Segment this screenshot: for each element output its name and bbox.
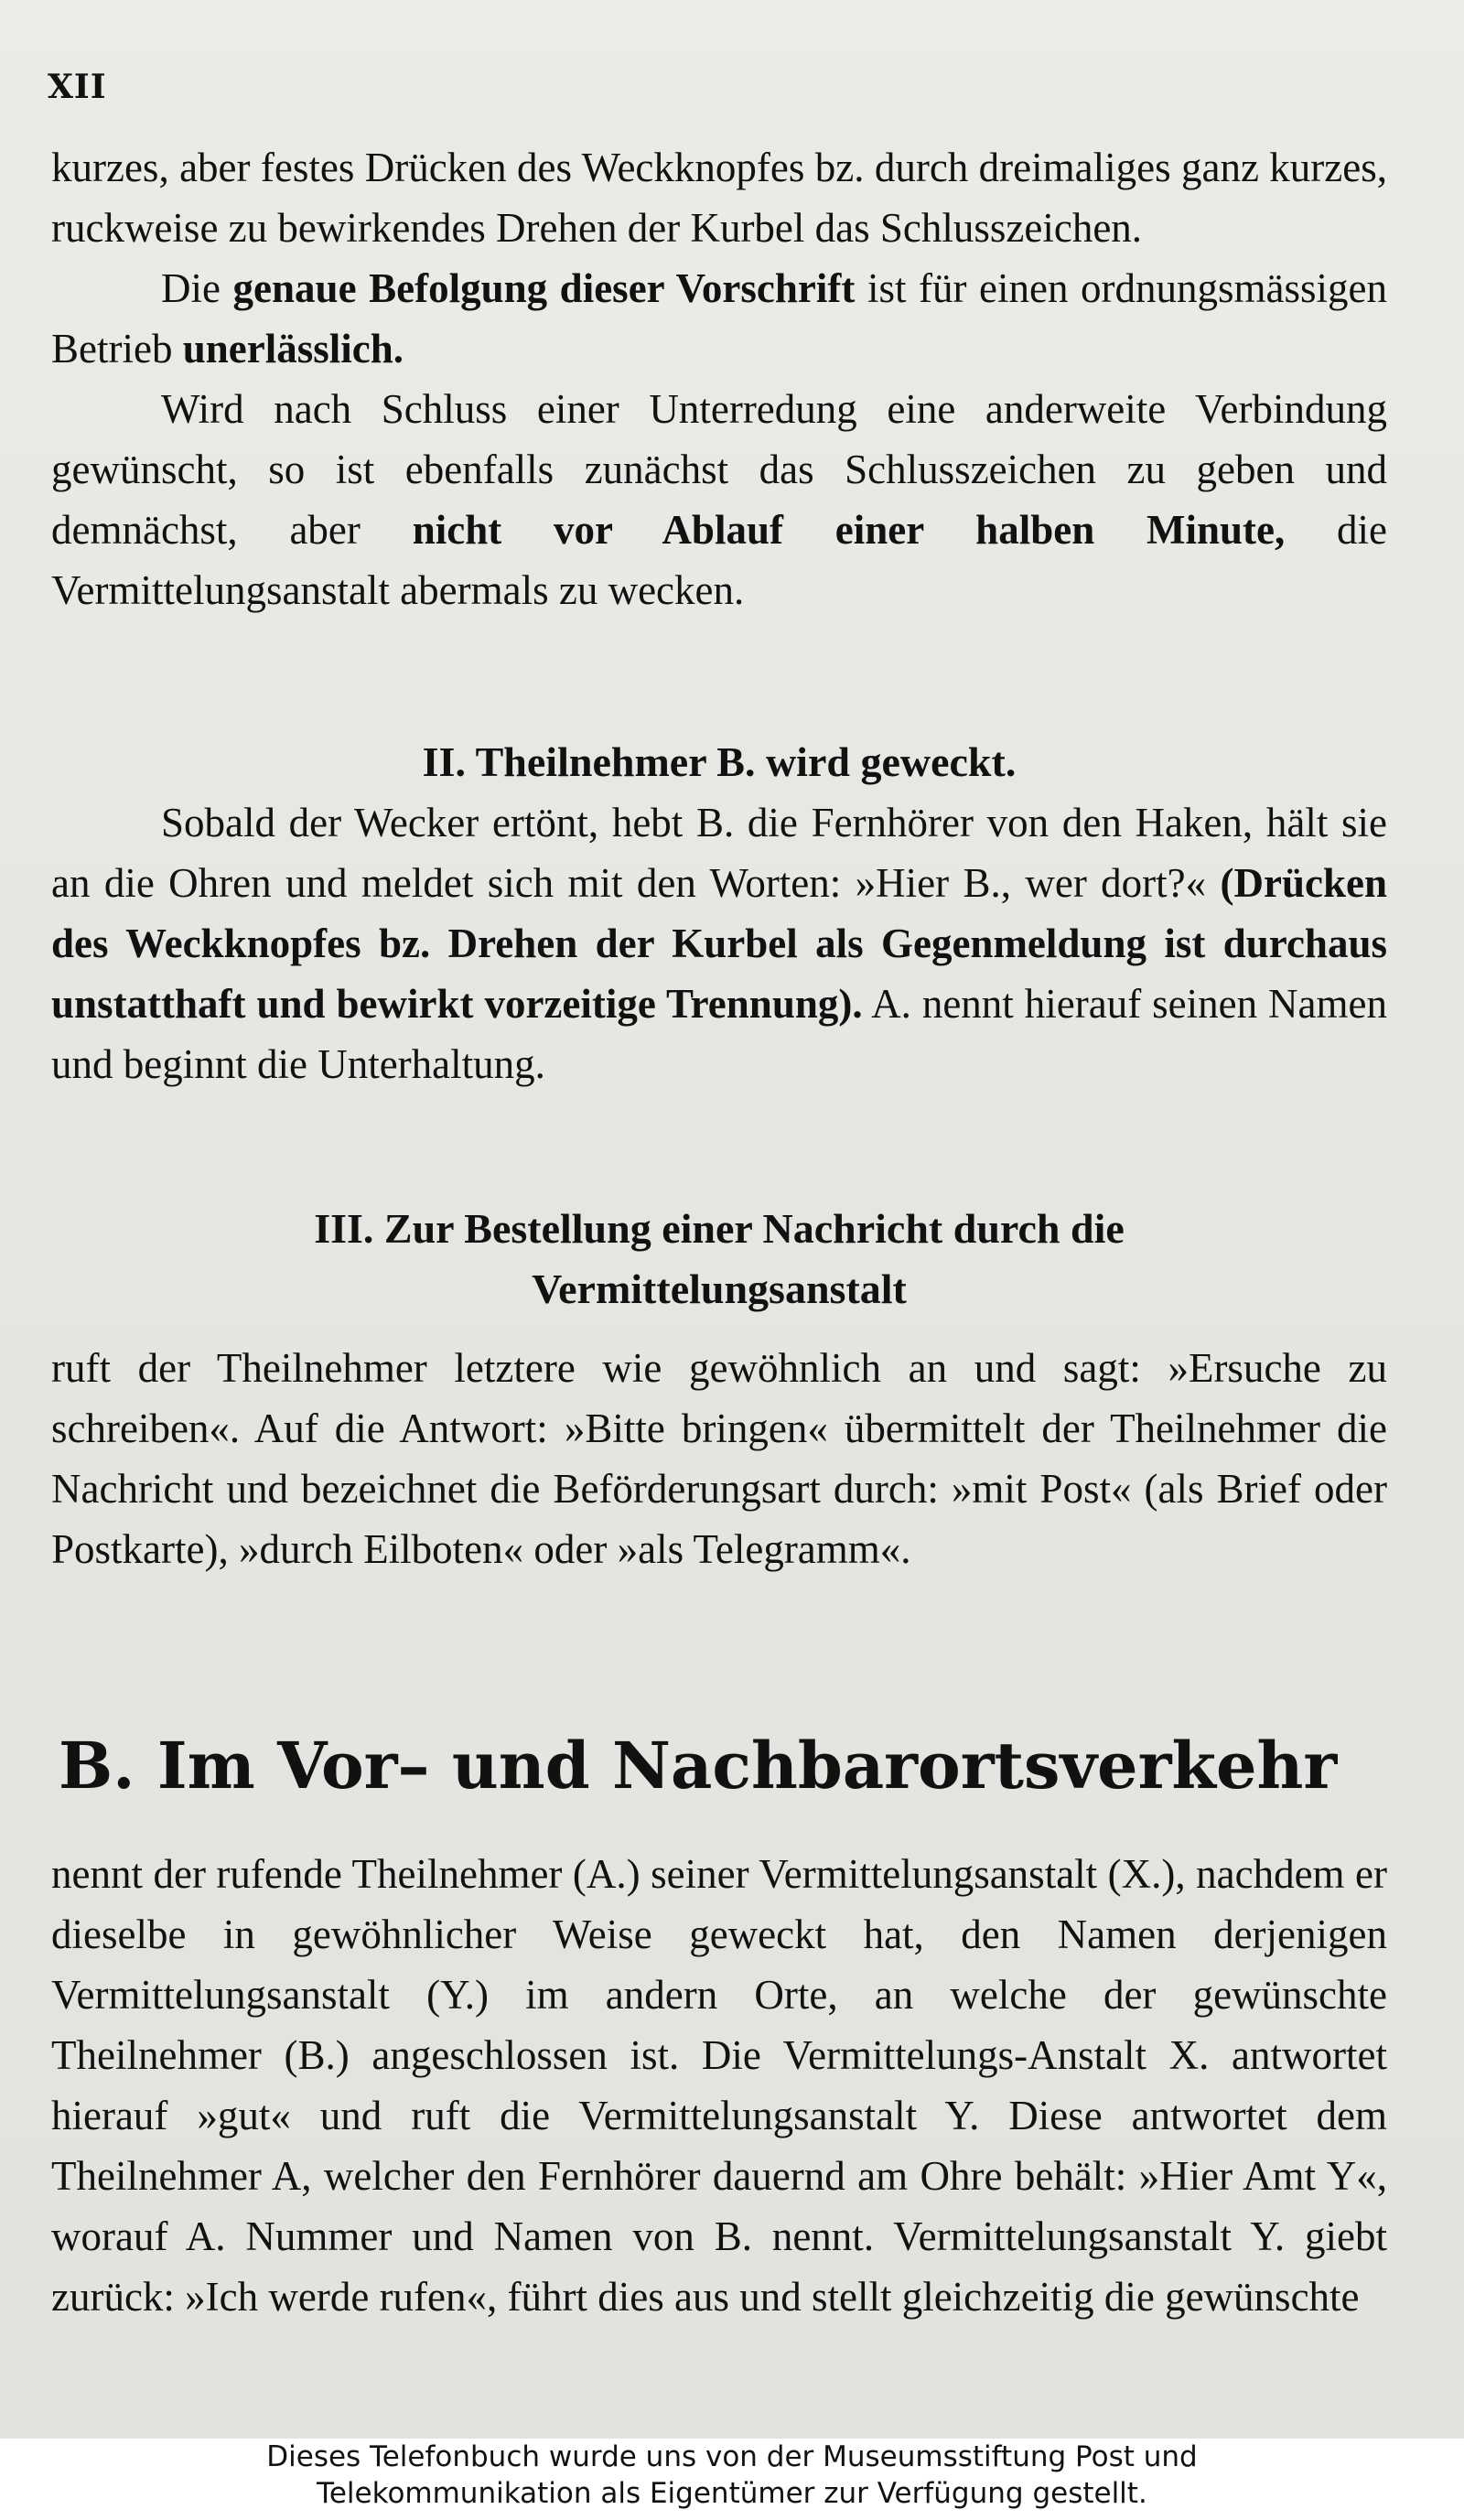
section-heading-iii-line1: III. Zur Bestellung einer Nachricht durch die	[314, 1205, 1125, 1252]
paragraph-wecker: Sobald der Wecker ertönt, hebt B. die Fernhörer von den Haken, hält sie an die Ohren und meldet sich mit den Worten: »Hier B., wer dort?« (Drücken des Weckknopfes bz. Drehen der Kurbel als Gegenmeldung ist durchaus unstatthaft und bewirkt vorzeitige Trennung). A. nennt hierauf seinen Namen und beginnt die Unterhaltung.	[51, 800, 1387, 1087]
footer-notice	[0, 2439, 1464, 2520]
footer-line-2: Telekommunikation als Eigentümer zur Verfügung gestellt.	[317, 2477, 1147, 2510]
bold-phrase: unerlässlich.	[182, 326, 404, 372]
paragraph-schlusszeichen: kurzes, aber festes Drücken des Weckknopfes bz. durch dreimaliges ganz kurzes, ruckweise zu bewirkendes Drehen der Kurbel das Schlusszeichen.	[51, 145, 1387, 251]
section-b	[51, 1844, 1387, 2327]
bold-phrase: (Drücken des Weckknopfes bz. Drehen der Kurbel als Gegenmeldung ist durchaus unstatthaft und bewirkt vorzeitige Trennung).	[51, 860, 1387, 1027]
paragraph-nachricht: ruft der Theilnehmer letztere wie gewöhnlich an und sagt: »Ersuche zu schreiben«. Auf die Antwort: »Bitte bringen« übermittelt der Theilnehmer die Nachricht und bezeichnet die Beförderungsart durch: »mit Post« (als Brief oder Postkarte), »durch Eilboten« oder »als Telegramm«.	[51, 1345, 1387, 1572]
section-top	[51, 137, 1387, 620]
section-heading-ii: II. Theilnehmer B. wird geweckt.	[422, 738, 1017, 785]
bold-phrase: nicht vor Ablauf einer halben Minute,	[412, 507, 1286, 553]
page-number: XII	[48, 68, 107, 106]
section-heading-iii-line2: Vermittelungsanstalt	[532, 1265, 907, 1312]
footer-line-1: Dieses Telefonbuch wurde uns von der Museumsstiftung Post und	[266, 2440, 1198, 2473]
paragraph-vorortsverkehr: nennt der rufende Theilnehmer (A.) seiner Vermittelungsanstalt (X.), nachdem er dieselbe in gewöhnlicher Weise geweckt hat, den Namen derjenigen Vermittelungsanstalt (Y.) im andern Orte, an welche der gewünschte Theilnehmer (B.) angeschlossen ist. Die Vermittelungs-Anstalt X. antwortet hierauf »gut« und ruft die Vermittelungsanstalt Y. Diese antwortet dem Theilnehmer A, welcher den Fernhörer dauernd am Ohre behält: »Hier Amt Y«, worauf A. Nummer und Namen von B. nennt. Vermittelungsanstalt Y. giebt zurück: »Ich werde rufen«, führt dies aus und stellt gleichzeitig die gewünschte	[51, 1851, 1387, 2320]
paragraph-verbindung: Wird nach Schluss einer Unterredung eine anderweite Verbindung gewünscht, so ist ebenfalls zunächst das Schlusszeichen zu geben und demnächst, aber nicht vor Ablauf einer halben Minute, die Vermittelungsanstalt abermals zu wecken.	[51, 386, 1388, 613]
section-heading-b: B. Im Vor– und Nachbarortsverkehr	[59, 1728, 1338, 1804]
bold-phrase: genaue Befolgung dieser Vorschrift	[232, 265, 856, 311]
section-ii	[51, 732, 1387, 1094]
section-iii	[51, 1199, 1387, 1579]
paragraph-befolgung: Die genaue Befolgung dieser Vorschrift ist für einen ordnungsmässigen Betrieb unerlässlich.	[51, 265, 1388, 372]
